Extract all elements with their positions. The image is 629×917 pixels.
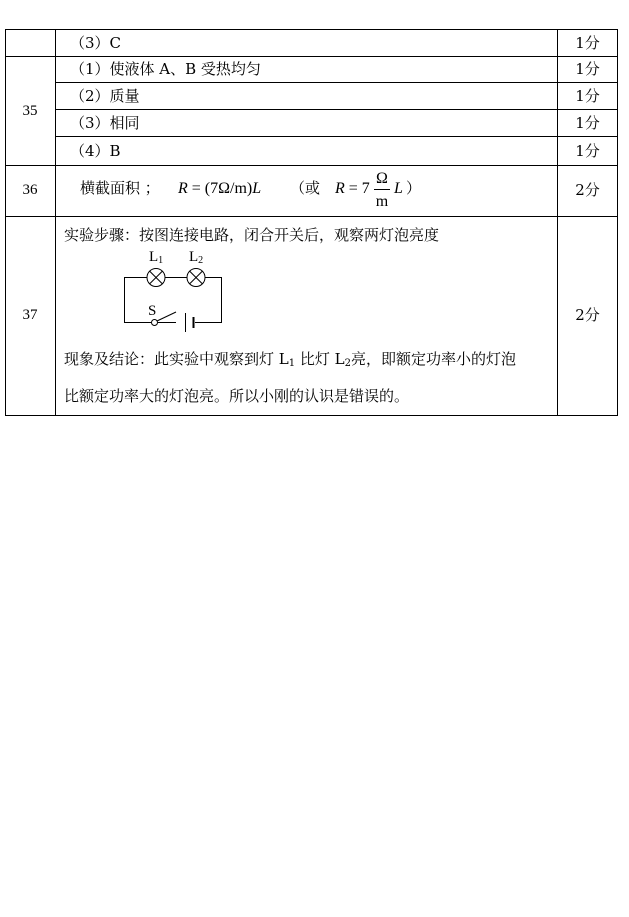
- formula-alt-lhs: R = 7: [335, 180, 370, 197]
- alternative-close: ）: [406, 179, 422, 197]
- experiment-steps: 实验步骤：按图连接电路，闭合开关后，观察两灯泡亮度: [64, 226, 440, 244]
- answer-content: （3）相同: [70, 114, 140, 132]
- lamp-l1-icon: [147, 269, 165, 287]
- question-number: 35: [22, 103, 38, 119]
- conclusion-line-2: 比额定功率大的灯泡亮。所以小刚的认识是错误的。: [64, 387, 410, 405]
- lamp-l1-label: $L_1$: [149, 249, 164, 266]
- score: 1分: [575, 60, 600, 78]
- score: 1分: [575, 34, 600, 52]
- answer-content: （4）B: [70, 142, 121, 160]
- formula-r-equals-7-ohm-per-m-l: R = (7Ω/m)L: [178, 180, 262, 197]
- lamp-l2-icon: [187, 269, 205, 287]
- answer-content: （1）使液体 A、B 受热均匀: [70, 60, 261, 78]
- conclusion-line-1: 现象及结论：此实验中观察到灯 $L_1$ 比灯 $L_2$亮，即额定功率小的灯泡: [64, 350, 516, 369]
- fraction-denominator: m: [375, 193, 389, 210]
- question-number: 37: [22, 307, 38, 323]
- answer-content: （3）C: [70, 34, 122, 52]
- question-number: 36: [22, 182, 38, 198]
- score: 1分: [575, 142, 600, 160]
- fraction-numerator: Ω: [376, 170, 388, 187]
- switch-label: S: [148, 303, 157, 319]
- score: 2分: [575, 306, 600, 324]
- lamp-l2-label: $L_2$: [189, 249, 204, 266]
- score: 1分: [575, 87, 600, 105]
- formula-alt-var: L: [394, 180, 403, 197]
- answer-content: （2）质量: [70, 87, 140, 105]
- alternative-open: （或: [290, 179, 321, 197]
- answer-label: 横截面积 ；: [80, 179, 160, 197]
- battery-icon: [186, 313, 194, 332]
- score: 2分: [575, 181, 600, 199]
- score: 1分: [575, 114, 600, 132]
